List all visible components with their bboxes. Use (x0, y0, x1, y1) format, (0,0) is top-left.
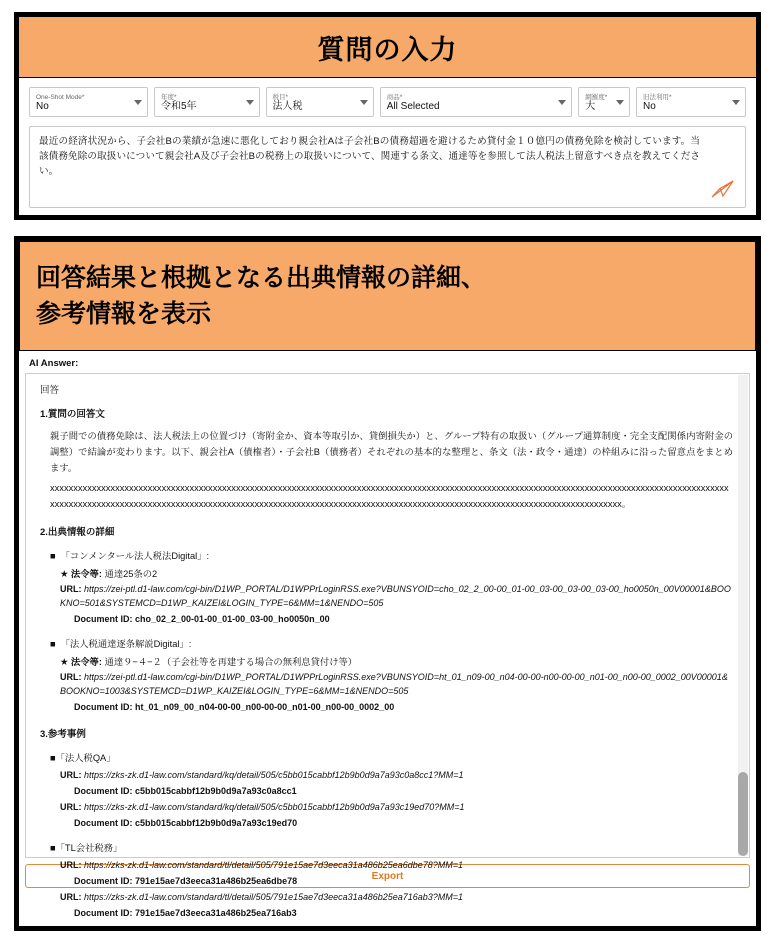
reference-document-id-value: 791e15ae7d3eeca31a486b25ea716ab3 (135, 908, 297, 918)
reference-document-id-value: c5bb015cabbf12b9b0d9a7a93c19ed70 (135, 818, 298, 828)
source-law-value: 通達25条の2 (104, 569, 158, 579)
select-year-value: 令和5年 (160, 100, 197, 112)
select-product[interactable] (380, 87, 572, 117)
source-title-text: 「法人税通達逐条解説Digital」: (60, 639, 192, 649)
select-one-shot-mode-label: One-Shot Mode* (36, 93, 85, 101)
reference-url[interactable] (60, 800, 733, 814)
chevron-down-icon (360, 100, 368, 105)
select-product-value: All Selected (386, 100, 440, 112)
select-coverage[interactable] (578, 87, 630, 117)
reference-document-id-value: 791e15ae7d3eeca31a486b25ea6dbe78 (135, 876, 298, 886)
source-title-text: 「コンメンタール法人税法Digital」: (60, 551, 210, 561)
question-text: 最近の経済状況から、子会社Bの業績が急速に悪化しており親会社Aは子会社Bの債務超過を避けるため貸付金１０億円の債務免除を検討しています。当該債務免除の取扱いについて親会社A及び子会社Bの税務上の取扱いについて、関連する条文、通達等を参照して法人税法上留意すべき点を教えてください。 (39, 136, 700, 177)
source-url-value: https://zei-ptl.d1-law.com/cgi-bin/D1WP_PORTAL/D1WPPrLoginRSS.exe?VBUNSYOID=ht_01_n09-00_n04-00-00-n00-00-00_n01-00_n00-00_0002_00V00001&BOOKNO=1003&SYSTEMCD=D1WP_KAIZEI&LOGIN_TYPE=6&MM=1&NENDO=505 (60, 672, 728, 696)
reference-url[interactable] (60, 858, 733, 872)
reference-url-value: https://zks-zk.d1-law.com/standard/tl/detail/505/791e15ae7d3eeca31a486b25ea6dbe78?MM=1 (84, 860, 464, 870)
question-input-panel (18, 78, 757, 216)
reference-document-id-label: Document ID: (74, 818, 133, 828)
answer-result-banner-title (36, 260, 486, 332)
reference-url[interactable] (60, 890, 733, 904)
filters-row (29, 87, 746, 117)
source-url-label: URL: (60, 672, 82, 682)
reference-document-id (74, 874, 733, 888)
chevron-down-icon (616, 100, 624, 105)
source-url[interactable] (60, 582, 733, 610)
select-tax-type-label: 税目* (272, 93, 289, 101)
select-coverage-label: 網羅度* (585, 93, 608, 101)
source-law-label: 法令等: (70, 569, 102, 579)
select-old-law-usage-value: No (643, 100, 656, 112)
source-title (50, 636, 733, 650)
answer-result-panel (19, 351, 756, 926)
reference-title (50, 840, 733, 854)
chevron-down-icon (732, 100, 740, 105)
chevron-down-icon (558, 100, 566, 105)
answer-result-banner (19, 241, 756, 351)
source-url-value: https://zei-ptl.d1-law.com/cgi-bin/D1WP_PORTAL/D1WPPrLoginRSS.exe?VBUNSYOID=cho_02_2_00-00_01-00_03-00_03-00_03-00_ho0050n_00V00001&BOOKNO=501&SYSTEMCD=D1WP_KAIZEI&LOGIN_TYPE=6&MM=1&NENDO=505 (60, 584, 731, 608)
source-title (50, 548, 733, 562)
source-law: ★ 法令等: 通達９−４−２（子会社等を再建する場合の無利息貸付け等） (60, 657, 358, 667)
answer-result-section (14, 236, 761, 931)
select-coverage-value: 大 (585, 100, 596, 112)
ai-answer-label: AI Answer: (29, 358, 79, 369)
reference-document-id (74, 784, 733, 798)
source-law-value: 通達９−４−２（子会社等を再建する場合の無利息貸付け等） (104, 657, 358, 667)
answer-paragraph: 親子間での債務免除は、法人税法上の位置づけ（寄附金か、資本等取引か、貸倒損失か）と、グループ特有の取扱い（グループ通算制度・完全支配関係内寄附金の調整）で結論が変わります。以下、親会社A（債権者）・子会社B（債務者）それぞれの基本的な整理と、条文（法・政令・通達）の枠組みに沿った留意点をまとめます。 (50, 431, 733, 473)
square-bullet-icon: ■ (50, 753, 56, 763)
source-document-id-label: Document ID: (74, 614, 133, 624)
answer-content (26, 374, 749, 930)
source-document-id-value: ht_01_n09_00_n04-00-00_n00-00-00_n01-00_n00-00_0002_00 (135, 702, 395, 712)
reference-document-id (74, 816, 733, 830)
reference-title (50, 750, 733, 764)
source-document-id (74, 612, 733, 626)
question-input-section (14, 12, 761, 220)
source-law-label: 法令等: (70, 657, 102, 667)
select-tax-type-value: 法人税 (272, 100, 303, 112)
source-document-id-label: Document ID: (74, 702, 133, 712)
select-one-shot-mode-value: No (36, 100, 49, 112)
source-law: ★ 法令等: 通達25条の2 (60, 569, 158, 579)
question-input-banner-title: 質問の入力 (317, 34, 458, 65)
reference-title-text: 「法人税QA」 (55, 753, 116, 763)
reference-url-value: https://zks-zk.d1-law.com/standard/kq/detail/505/c5bb015cabbf12b9b0d9a7a93c0a8cc1?MM=1 (84, 770, 464, 780)
source-document-id-value: cho_02_2_00-01-00_01-00_03-00_ho0050n_00 (135, 614, 330, 624)
reference-url-value: https://zks-zk.d1-law.com/standard/tl/detail/505/791e15ae7d3eeca31a486b25ea716ab3?MM=1 (84, 892, 464, 902)
reference-url-value: https://zks-zk.d1-law.com/standard/kq/detail/505/c5bb015cabbf12b9b0d9a7a93c19ed70?MM=1 (84, 802, 465, 812)
select-tax-type[interactable] (266, 87, 374, 117)
select-product-label: 商品* (386, 93, 403, 101)
answer-section-2-heading: 2.出典情報の詳細 (40, 527, 115, 538)
square-bullet-icon: ■ (50, 639, 56, 649)
answer-result-banner-title-line1: 回答結果と根拠となる出典情報の詳細、 (36, 264, 487, 292)
source-document-id (74, 700, 733, 714)
answer-paragraph: xxxxxxxxxxxxxxxxxxxxxxxxxxxxxxxxxxxxxxxxxxxxxxxxxxxxxxxxxxxxxxxxxxxxxxxxxxxxxxxxxxxxxxxxxxxxxxxxxxxxxxxxxxxxxxxxxxxxxxxxxxxxxxxxxxxxxxxxxxxxxxxxxxxxxxxxxxxxxxxxxxxxxxxxxxxxxxxxxxxxxxxxxxxxxxxxxxxxxxxxxxxxxxxxxxxxxxxxxxxxxxxxxxxxxxxxxxxxxxxxxxxxxxxxxxxxxxxxxxxxxxxxxxxxx。 (50, 483, 729, 509)
reference-url-label: URL: (60, 770, 82, 780)
reference-url[interactable] (60, 768, 733, 782)
reference-title-text: 「TL会社税務」 (55, 843, 123, 853)
select-year[interactable] (154, 87, 260, 117)
answer-section-1-heading: 1.質問の回答文 (40, 409, 105, 420)
select-one-shot-mode[interactable] (29, 87, 148, 117)
reference-document-id-label: Document ID: (74, 876, 133, 886)
reference-document-id (74, 906, 733, 920)
chevron-down-icon (134, 100, 142, 105)
answer-heading-kaito: 回答 (40, 385, 60, 396)
reference-document-id-value: c5bb015cabbf12b9b0d9a7a93c0a8cc1 (135, 786, 297, 796)
question-input-banner (18, 16, 757, 78)
select-year-label: 年度* (160, 93, 177, 101)
reference-url-label: URL: (60, 802, 82, 812)
reference-url-label: URL: (60, 860, 82, 870)
chevron-down-icon (246, 100, 254, 105)
source-url-label: URL: (60, 584, 82, 594)
select-old-law-usage[interactable] (636, 87, 746, 117)
export-button[interactable]: Export (25, 864, 750, 888)
select-old-law-usage-label: 旧法利用* (643, 93, 672, 101)
square-bullet-icon: ■ (50, 551, 56, 561)
send-icon[interactable] (711, 179, 735, 199)
reference-document-id-label: Document ID: (74, 786, 133, 796)
reference-document-id-label: Document ID: (74, 908, 133, 918)
answer-section-3-heading: 3.参考事例 (40, 729, 86, 740)
scrollbar-thumb[interactable] (738, 772, 748, 856)
source-url[interactable] (60, 670, 733, 698)
question-textarea[interactable] (29, 126, 746, 208)
reference-url-label: URL: (60, 892, 82, 902)
answer-result-banner-title-line2: 参考情報を表示 (36, 300, 212, 328)
square-bullet-icon: ■ (50, 843, 56, 853)
